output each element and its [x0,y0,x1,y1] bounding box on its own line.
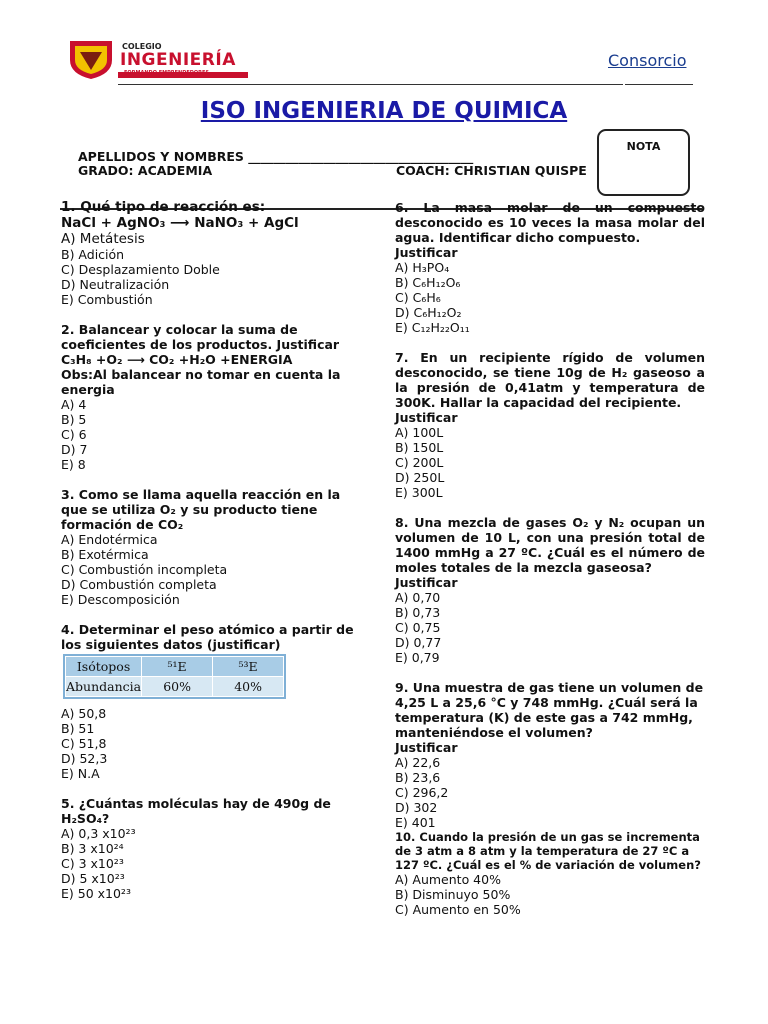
question-6: 6. La masa molar de un compuesto desconocido es 10 veces la masa molar del agua. Identificar dicho compuesto. Justificar A) H₃PO₄ B) C₆H₁₂O₆ C) C₆H₆ D) C₆H₁₂O₂ E) C₁₂H₂₂O₁₁ [395,200,705,335]
question-7: 7. En un recipiente rígido de volumen desconocido, se tiene 10g de H₂ gaseoso a la presión de 0,41atm y temperatura de 300K. Hallar la capacidad del recipiente. Justificar A) 100L B) 150L C) 200L D) 250L E) 300L [395,350,705,500]
question-2: 2. Balancear y colocar la suma de coeficientes de los productos. Justificar C₃H₈ +O₂ ⟶ CO₂ +H₂O +ENERGIA Obs:Al balancear no tomar en cuenta la energia A) 4 B) 5 C) 6 D) 7 E) 8 [61,322,361,472]
question-4: 4. Determinar el peso atómico a partir de los siguientes datos (justificar) Isótopos ⁵¹E ⁵³E Abundancia 60% 40% A) 50,8 B) 51 C) 51,8 D) 52,3 E) N.A [61,622,354,781]
header-divider-right [625,84,693,85]
question-10: 10. Cuando la presión de un gas se incrementa de 3 atm a 8 atm y la temperatura de 27 ºC a 127 ºC. ¿Cuál es el % de variación de volumen? A) Aumento 40% B) Disminuyo 50% C) Aumento en 50% [395,830,701,917]
page-title: ISO INGENIERIA DE QUIMICA [200,98,568,124]
isotope-table [63,654,286,699]
table-row-label: Abundancia [66,677,142,697]
nota-label: NOTA [626,140,661,153]
table-cell: 40% [213,677,284,697]
table-header-53e: ⁵³E [213,657,284,677]
table-header-51e: ⁵¹E [142,657,213,677]
logo-colegio-text: COLEGIO [122,42,162,51]
question-8: 8. Una mezcla de gases O₂ y N₂ ocupan un volumen de 10 L, con una presión total de 1400 mmHg a 27 ºC. ¿Cuál es el número de moles totales de la mezcla gaseosa? Justificar A) 0,70 B) 0,73 C) 0,75 D) 0,77 E) 0,79 [395,515,705,665]
consorcio-link[interactable]: Consorcio [608,51,687,70]
question-9: 9. Una muestra de gas tiene un volumen de 4,25 L a 25,6 °C y 748 mmHg. ¿Cuál será la temperatura (K) de este gas a 742 mmHg, manteniéndose el volumen? Justificar A) 22,6 B) 23,6 C) 296,2 D) 302 E) 401 [395,680,704,830]
question-5: 5. ¿Cuántas moléculas hay de 490g de H₂SO₄? A) 0,3 x10²³ B) 3 x10²⁴ C) 3 x10²³ D) 5 x10²³ E) 50 x10²³ [61,796,331,901]
table-header-isotopos: Isótopos [66,657,142,677]
left-column [61,200,361,916]
names-field-label: APELLIDOS Y NOMBRES ____________________________________ [78,149,474,164]
q2-equation: C₃H₈ +O₂ ⟶ CO₂ +H₂O +ENERGIA [61,352,293,367]
logo-ingenieria-text: INGENIERÍA [120,50,236,70]
q2-observation: Obs:Al balancear no tomar en cuenta la energia [61,367,341,397]
table-cell: 60% [142,677,213,697]
grado-label: GRADO: ACADEMIA [78,163,213,178]
q1-equation: NaCl + AgNO₃ ⟶ NaNO₃ + AgCl [61,215,299,231]
question-1: 1. Qué tipo de reacción es: NaCl + AgNO₃ ⟶ NaNO₃ + AgCl A) Metátesis B) Adición C) Desplazamiento Doble D) Neutralización E) Combustión [61,200,361,307]
coach-label: COACH: CHRISTIAN QUISPE [396,163,587,178]
logo-tagline: FORMANDO EMPRENDEDORES [124,70,210,76]
question-3: 3. Como se llama aquella reacción en la que se utiliza O₂ y su producto tiene formación de CO₂ A) Endotérmica B) Exotérmica C) Combustión incompleta D) Combustión completa E) Descomposición [61,487,341,607]
header-divider [118,84,623,85]
right-column [395,200,705,917]
